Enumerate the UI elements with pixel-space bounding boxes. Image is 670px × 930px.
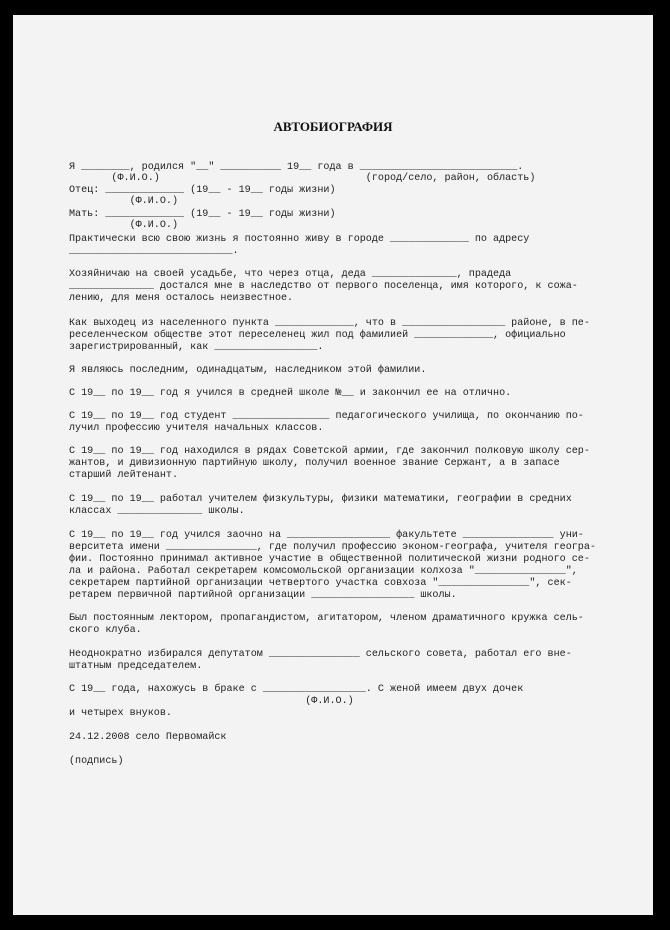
- text-line: Я ________, родился "__" __________ 19__ года в __________________________.: [69, 162, 524, 173]
- text-line: Отец: _____________ (19__ - 19__ годы жизни): [69, 185, 336, 196]
- text-line: С 19__ по 19__ год учился заочно на _________________ факультете _______________ уни-: [69, 530, 584, 541]
- text-line: Как выходец из населенного пункта _____________, что в _________________ районе, в пе-: [69, 318, 590, 329]
- text-line: ского клуба.: [69, 625, 142, 636]
- text-line: ретарем первичной партийной организации _________________ школы.: [69, 590, 457, 601]
- text-line: Хозяйничаю на своей усадьбе, что через отца, деда ______________, прадеда: [69, 269, 512, 280]
- text-line: Я являюсь последним, одинадцатым, наследником этой фамилии.: [69, 365, 427, 376]
- text-line: Мать: _____________ (19__ - 19__ годы жизни): [69, 209, 336, 220]
- text-line: С 19__ года, нахожусь в браке с _________________. С женой имеем двух дочек: [69, 684, 524, 695]
- text-line: Неоднократно избирался депутатом _______________ сельского совета, работал его вне-: [69, 649, 572, 660]
- text-line: С 19__ по 19__ год студент ________________ педагогического училища, по окончанию по-: [69, 411, 584, 422]
- text-line: ___________________________.: [69, 246, 239, 257]
- text-line: Был постоянным лектором, пропагандистом, агитатором, членом драматичного кружка сель-: [69, 613, 584, 624]
- text-line: классах ______________ школы.: [69, 506, 245, 517]
- text-line: штатным председателем.: [69, 661, 203, 672]
- text-line: лучил профессию учителя начальных классов.: [69, 423, 324, 434]
- text-line: и четырех внуков.: [69, 708, 172, 719]
- text-line: фии. Постоянно принимал активное участие в общественной политической жизни родного се-: [69, 554, 590, 565]
- text-line: С 19__ по 19__ работал учителем физкультуры, физики математики, географии в средних: [69, 494, 572, 505]
- text-line: С 19__ по 19__ год находился в рядах Советской армии, где закончил полковую школу сер-: [69, 446, 590, 457]
- text-line: Практически всю свою жизнь я постоянно живу в городе _____________ по адресу: [69, 234, 530, 245]
- text-line: (Ф.И.О.) (город/село, район, область): [69, 173, 536, 184]
- document-title: АВТОБИОГРАФИЯ: [273, 119, 393, 134]
- text-line: секретарем партийной организации четвертого участка совхоза "_______________", сек-: [69, 578, 572, 589]
- document-page: [13, 15, 653, 915]
- text-line: ______________ достался мне в наследство от первого поселенца, имя которого, к сожа-: [69, 281, 578, 292]
- text-line: ла и района. Работал секретарем комсомольской организации колхоза "_______________",: [69, 566, 578, 577]
- text-line: 24.12.2008 село Первомайск: [69, 732, 227, 743]
- text-line: старший лейтенант.: [69, 470, 179, 481]
- text-line: лению, для меня осталось неизвестное.: [69, 293, 294, 304]
- text-line: (подпись): [69, 756, 124, 767]
- text-line: реселенческом обществе этот переселенец жил под фамилией _____________, официально: [69, 330, 566, 341]
- text-line: (Ф.И.О.): [69, 696, 354, 707]
- text-line: зарегистрированный, как _________________.: [69, 342, 324, 353]
- text-line: верситета имени _______________, где получил профессию эконом-географа, учителя геогра-: [69, 542, 596, 553]
- text-line: (Ф.И.О.): [69, 220, 179, 231]
- text-line: жантов, и дивизионную партийную школу, получил военное звание Сержант, а в запасе: [69, 458, 560, 469]
- text-line: (Ф.И.О.): [69, 196, 179, 207]
- text-line: С 19__ по 19__ год я учился в средней школе №__ и закончил ее на отлично.: [69, 388, 512, 399]
